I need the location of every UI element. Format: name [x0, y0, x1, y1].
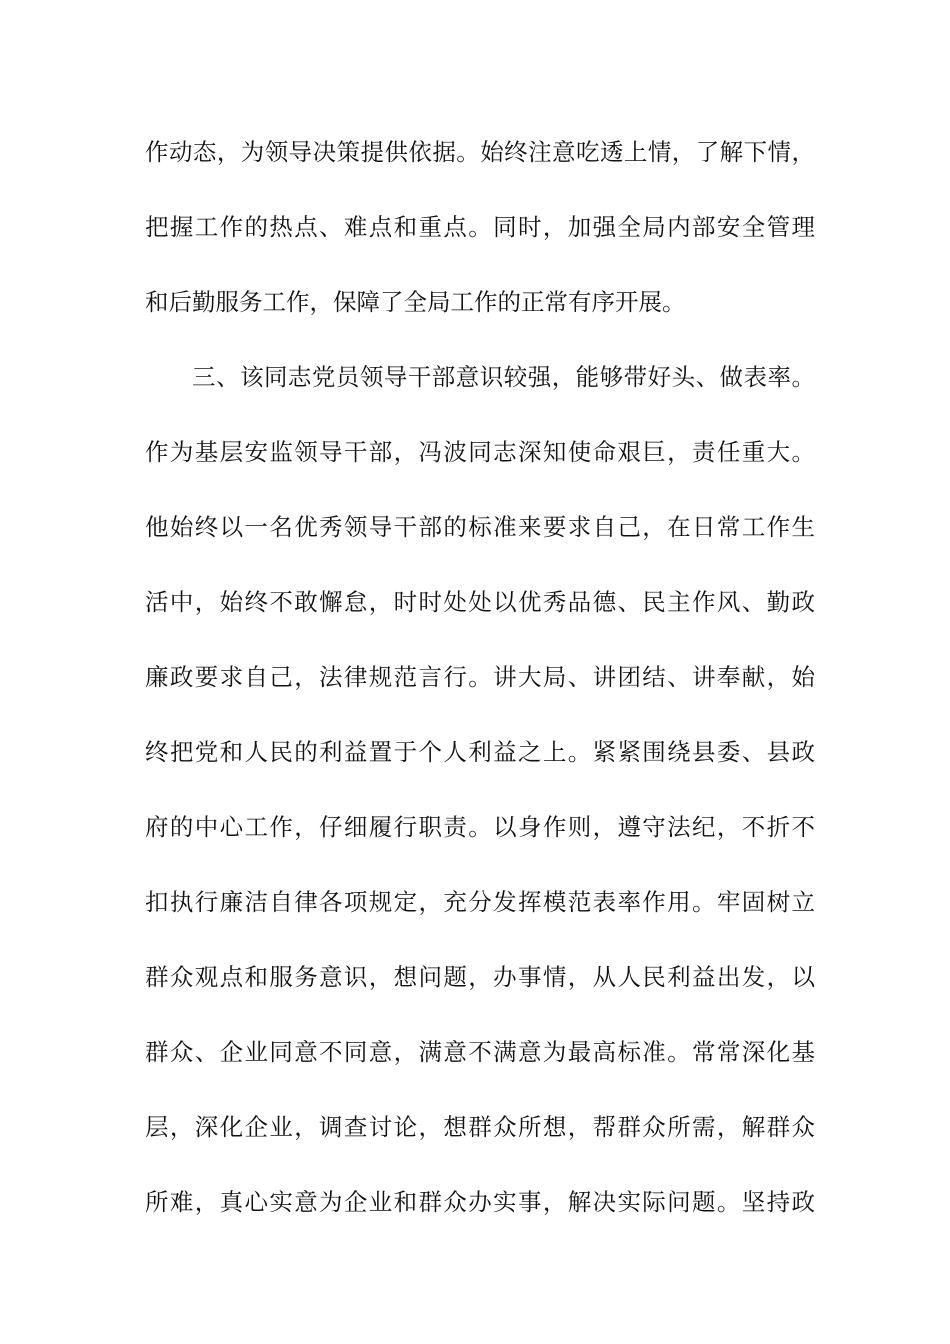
text-line: 作动态，为领导决策提供依据。始终注意吃透上情，了解下情，	[145, 138, 815, 166]
text-line: 和后勤服务工作，保障了全局工作的正常有序开展。	[145, 288, 686, 316]
text-line: 群众、企业同意不同意，满意不满意为最高标准。常常深化基	[145, 1038, 815, 1066]
text-line: 他始终以一名优秀领导干部的标准来要求自己，在日常工作生	[145, 513, 815, 541]
text-line: 层，深化企业，调查讨论，想群众所想，帮群众所需，解群众	[145, 1113, 815, 1141]
text-line: 所难，真心实意为企业和群众办实事，解决实际问题。坚持政	[145, 1188, 815, 1216]
text-line: 活中，始终不敢懈怠，时时处处以优秀品德、民主作风、勤政	[145, 588, 815, 616]
paragraph-start-line: 三、该同志党员领导干部意识较强，能够带好头、做表率。	[192, 363, 815, 391]
text-line: 作为基层安监领导干部，冯波同志深知使命艰巨，责任重大。	[145, 438, 815, 466]
text-line: 终把党和人民的利益置于个人利益之上。紧紧围绕县委、县政	[145, 738, 815, 766]
text-line: 廉政要求自己，法律规范言行。讲大局、讲团结、讲奉献，始	[145, 663, 815, 691]
text-line: 府的中心工作，仔细履行职责。以身作则，遵守法纪，不折不	[145, 813, 815, 841]
text-line: 群众观点和服务意识，想问题，办事情，从人民利益出发，以	[145, 963, 815, 991]
text-line: 扣执行廉洁自律各项规定，充分发挥模范表率作用。牢固树立	[145, 888, 815, 916]
text-line: 把握工作的热点、难点和重点。同时，加强全局内部安全管理	[145, 213, 815, 241]
